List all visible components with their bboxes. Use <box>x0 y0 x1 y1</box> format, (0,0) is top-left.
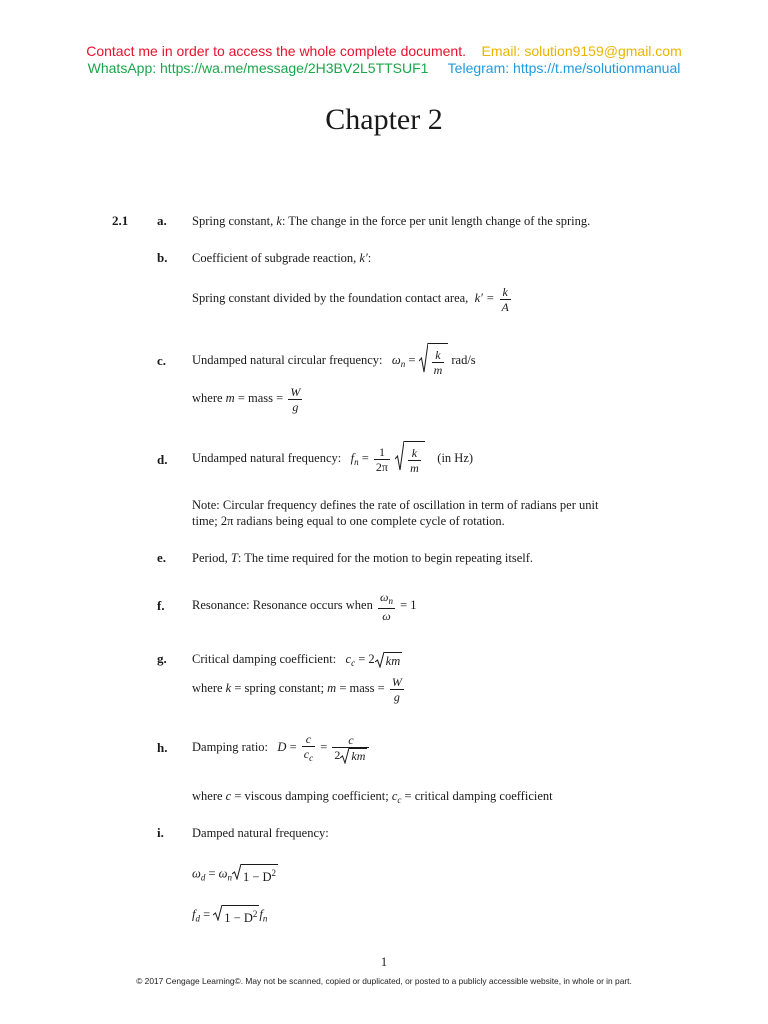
item-d-note-line2: time; 2π radians being equal to one complete cycle of rotation. <box>192 514 505 528</box>
email-link[interactable]: solution9159@gmail.com <box>524 43 682 59</box>
item-f-text: Resonance: Resonance occurs when $\frac{\omega_n}{\omega}$ = 1 <box>192 589 417 623</box>
sqrt-km: km <box>375 652 403 669</box>
item-b-letter: b. <box>157 250 168 265</box>
item-g-line1: Critical damping coefficient: $c_c = 2$ km <box>192 652 401 668</box>
sqrt-one-minus-d2: $1 - D^2$ <box>232 864 278 885</box>
item-a-letter: a. <box>157 213 167 228</box>
problem-number: 2.1 <box>112 213 129 228</box>
item-g-line2: where k = spring constant; m = mass = $\frac{W}{g}$ <box>192 674 402 704</box>
item-h-where: where c = viscous damping coefficient; $c_c$ = critical damping coefficient <box>192 789 553 805</box>
item-b-line2: Spring constant divided by the foundation contact area, k′ = $\frac{k}{A}$ <box>192 284 509 314</box>
copyright-footer: © 2017 Cengage Learning©. May not be scanned, copied or duplicated, or posted to a publicly accessible website, in whole or in part. <box>136 976 632 986</box>
contact-text: Contact me in order to access the whole complete document. <box>86 43 466 59</box>
item-e-letter: e. <box>157 550 167 565</box>
item-c-line2: where m = mass = $\frac{W}{g}$ <box>192 384 301 414</box>
item-a-text: Spring constant, k: The change in the force per unit length change of the spring. <box>192 214 591 228</box>
item-d-note-line1: Note: Circular frequency defines the rate of oscillation in term of radians per unit <box>192 498 599 512</box>
item-c-line1: Undamped natural circular frequency: $\omega_n$ = $\frac{k}{m}$ rad/s <box>192 342 476 382</box>
item-d-letter: d. <box>157 452 168 467</box>
whatsapp-label: WhatsApp: <box>87 60 157 76</box>
page-number: 1 <box>380 955 388 969</box>
w-over-g-fraction: $\frac{W}{g}$ <box>391 674 402 704</box>
one-over-2pi-fraction: $\frac{1}{2\pi}$ <box>375 444 388 474</box>
sqrt-one-minus-d2: $1 - D^2$ <box>213 905 259 926</box>
chapter-title: Chapter 2 <box>325 103 443 136</box>
item-h-letter: h. <box>157 740 168 755</box>
item-f-letter: f. <box>157 598 165 613</box>
sqrt-k-over-m: $\frac{k}{m}$ <box>395 441 425 478</box>
whatsapp-link[interactable]: https://wa.me/message/2H3BV2L5TTSUF1 <box>160 60 429 76</box>
kprime-lhs: k′ = <box>474 291 495 305</box>
item-i-eq2: $f_d$ = $1 - D^2$ $f_n$ <box>192 905 267 926</box>
telegram-label: Telegram: <box>447 60 510 76</box>
email-label: Email: <box>481 43 521 59</box>
item-i-line1: Damped natural frequency: <box>192 826 329 840</box>
contact-banner-line1 <box>0 43 768 59</box>
c-over-2sqrtkm-fraction: c 2 km <box>332 733 369 764</box>
c-over-cc-fraction: $\frac{c}{c_c}$ <box>303 731 314 763</box>
item-g-letter: g. <box>157 651 167 666</box>
item-i-letter: i. <box>157 825 164 840</box>
wn-over-w-fraction: $\frac{\omega_n}{\omega}$ <box>379 589 393 623</box>
item-i-eq1: $\omega_d = \omega_n$ $1 - D^2$ <box>192 864 278 885</box>
item-d-line1: Undamped natural frequency: $f_n$ = $\frac{1}{2\pi}$ $\frac{k}{m}$ (in Hz) <box>192 440 473 480</box>
contact-banner-line2 <box>0 60 768 76</box>
item-e-text: Period, T: The time required for the motion to begin repeating itself. <box>192 551 534 565</box>
item-h-line1: Damping ratio: D = $\frac{c}{c_c}$ = c 2 km <box>192 729 371 765</box>
item-b-line1: Coefficient of subgrade reaction, k′: <box>192 251 372 265</box>
w-over-g-fraction: $\frac{W}{g}$ <box>290 384 301 414</box>
sqrt-k-over-m: $\frac{k}{m}$ <box>419 343 449 380</box>
k-over-a-fraction: $\frac{k}{A}$ <box>501 284 509 314</box>
telegram-link[interactable]: https://t.me/solutionmanual <box>513 60 681 76</box>
item-c-letter: c. <box>157 353 167 368</box>
